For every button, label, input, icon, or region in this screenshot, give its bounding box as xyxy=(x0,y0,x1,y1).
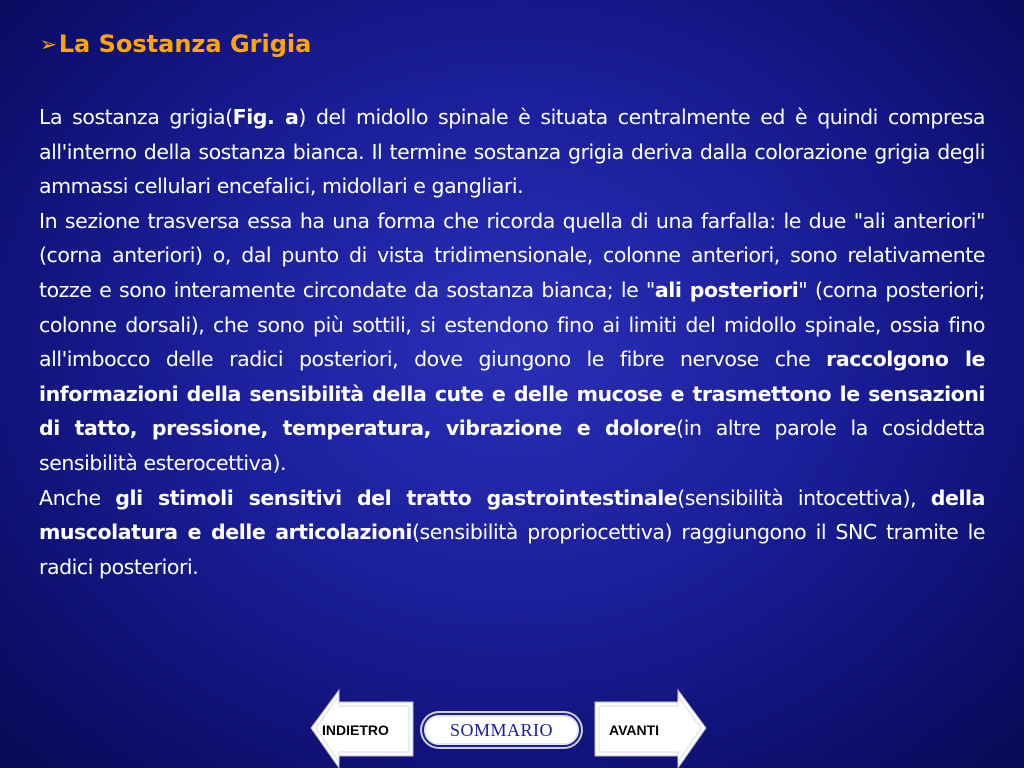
p1-text-2: ) del midollo spinale è situata centralmente ed è quindi compresa all'interno della sostanza bianca. Il termine sostanza grigia deriva dalla colorazione grigia degli ammassi cellulari encefalici, midollari e gangliari. xyxy=(39,105,985,199)
p2-bold-1: ali posteriori xyxy=(654,277,799,302)
paragraph-2 xyxy=(39,204,985,481)
summary-button-label: SOMMARIO xyxy=(449,719,554,740)
slide-title xyxy=(40,30,311,58)
p3-text-2: (sensibilità intocettiva), xyxy=(677,485,931,510)
back-button[interactable] xyxy=(309,688,417,768)
slide-body xyxy=(39,100,985,584)
slide-title-text: La Sostanza Grigia xyxy=(58,30,312,58)
p2-text-2: " (corna posteriori; colonne dorsali), che sono più sottili, si estendono fino ai limiti del midollo spinale, ossia fino all'imbocco delle radici posteriori, dove giungono le fibre nervose che xyxy=(39,277,985,372)
paragraph-3 xyxy=(39,481,985,585)
paragraph-1 xyxy=(39,100,985,204)
back-button-label: INDIETRO xyxy=(322,722,389,738)
p2-text-1: In sezione trasversa essa ha una forma che ricorda quella di una farfalla: le due "ali anteriori"(corna anteriori) o, dal punto di vista tridimensionale, colonne anteriori, sono relativamente tozze e sono interamente circondate da sostanza bianca; le " xyxy=(39,208,985,302)
p3-bold-1: gli stimoli sensitivi del tratto gastrointestinale xyxy=(115,485,678,510)
forward-button[interactable] xyxy=(593,688,708,768)
p3-text-1: Anche xyxy=(39,485,116,510)
forward-button-label: AVANTI xyxy=(609,722,660,738)
p3-bold-2: della muscolatura e delle articolazioni xyxy=(39,485,986,545)
p1-text-1: La sostanza grigia( xyxy=(39,105,233,129)
p2-text-3: (in altre parole la cosiddetta sensibilità esterocettiva). xyxy=(39,416,986,475)
p2-bold-2: raccolgono le informazioni della sensibilità della cute e delle mucose e trasmettono le sensazioni di tatto, pressione, temperatura, vibrazione e dolore xyxy=(39,347,985,441)
p3-text-3: (sensibilità propriocettiva) raggiungono il SNC tramite le radici posteriori. xyxy=(39,520,986,579)
summary-button[interactable] xyxy=(424,715,579,745)
arrow-bullet-icon: ➢ xyxy=(40,32,57,56)
p1-bold-1: Fig. a xyxy=(232,105,299,129)
